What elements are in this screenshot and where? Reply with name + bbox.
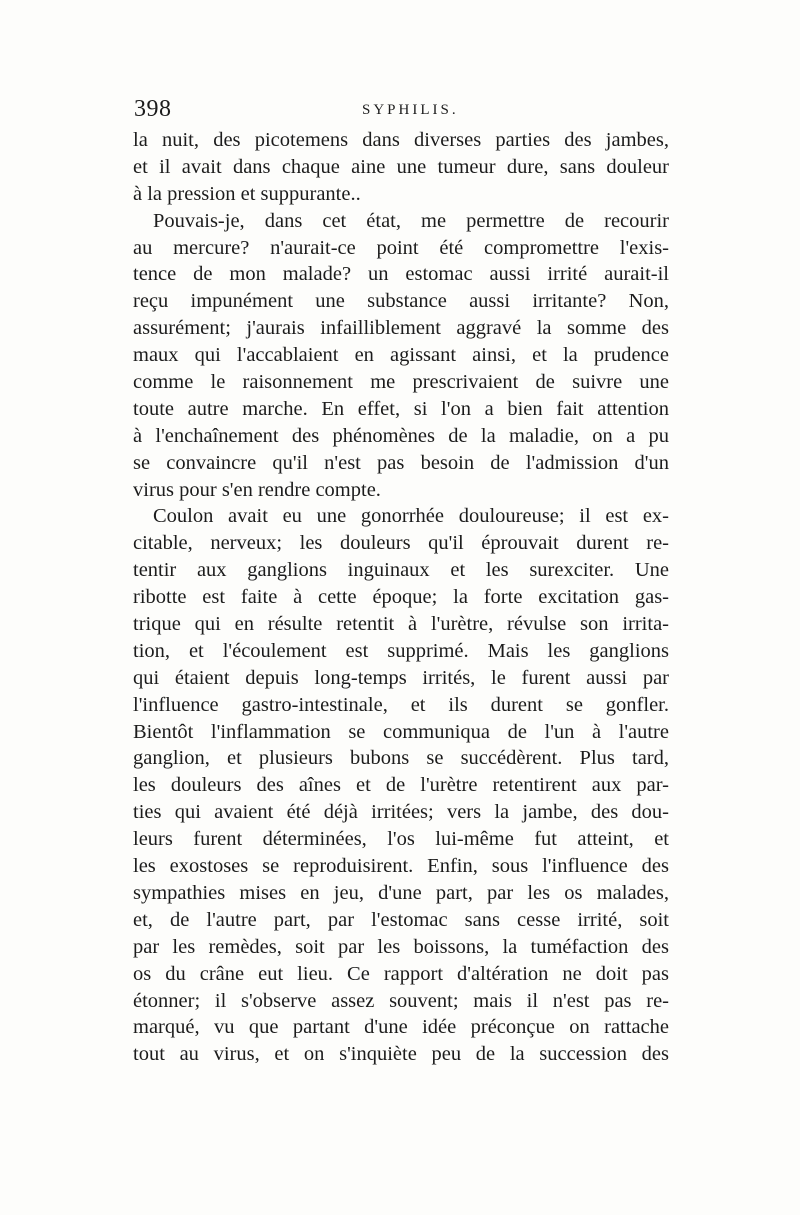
text-line: se convaincre qu'il n'est pas besoin de l'admission d'un (133, 451, 669, 474)
text-line: au mercure? n'aurait-ce point été compromettre l'exis- (133, 236, 669, 259)
paragraph-first-line: Pouvais-je, dans cet état, me permettre de recourir (153, 209, 669, 232)
page-number: 398 (134, 96, 172, 122)
text-line: ganglion, et plusieurs bubons se succédèrent. Plus tard, (133, 747, 669, 770)
text-line: tion, et l'écoulement est supprimé. Mais les ganglions (133, 639, 669, 662)
text-line: toute autre marche. En effet, si l'on a bien fait attention (133, 397, 669, 420)
text-line: et, de l'autre part, par l'estomac sans cesse irrité, soit (133, 908, 669, 931)
text-line: ribotte est faite à cette époque; la forte excitation gas- (133, 586, 669, 609)
text-line: virus pour s'en rendre compte. (133, 478, 381, 501)
text-line: os du crâne eut lieu. Ce rapport d'altération ne doit pas (133, 962, 669, 985)
running-head (134, 96, 668, 126)
text-line: par les remèdes, soit par les boissons, la tuméfaction des (133, 935, 669, 958)
text-line: Bientôt l'inflammation se communiqua de l'un à l'autre (133, 720, 669, 743)
text-line: la nuit, des picotemens dans diverses parties des jambes, (133, 129, 669, 151)
text-line: ties qui avaient été déjà irritées; vers la jambe, des dou- (133, 801, 669, 824)
text-line: les douleurs des aînes et de l'urètre retentirent aux par- (133, 774, 669, 797)
text-line: reçu impunément une substance aussi irritante? Non, (133, 290, 669, 313)
text-line: assurément; j'aurais infailliblement aggravé la somme des (133, 317, 669, 340)
text-line: étonner; il s'observe assez souvent; mais il n'est pas re- (133, 989, 669, 1012)
text-line: tentir aux ganglions inguinaux et les surexciter. Une (133, 559, 669, 582)
paragraph-first-line: Coulon avait eu une gonorrhée douloureuse; il est ex- (153, 505, 669, 528)
running-title: SYPHILIS. (362, 102, 459, 118)
text-line: marqué, vu que partant d'une idée préconçue on rattache (133, 1016, 669, 1039)
text-line: tence de mon malade? un estomac aussi irrité aurait-il (133, 263, 669, 286)
text-line: qui étaient depuis long-temps irrités, le furent aussi par (133, 666, 669, 689)
text-line: tout au virus, et on s'inquiète peu de la succession des (133, 1043, 669, 1066)
body-text (133, 127, 669, 1068)
text-line: comme le raisonnement me prescrivaient de suivre une (133, 371, 669, 394)
text-line: l'influence gastro-intestinale, et ils durent se gonfler. (133, 693, 669, 716)
text-line: les exostoses se reproduisirent. Enfin, sous l'influence des (133, 855, 669, 878)
text-line: citable, nerveux; les douleurs qu'il éprouvait durent re- (133, 532, 669, 555)
text-line: et il avait dans chaque aine une tumeur dure, sans douleur (133, 155, 669, 178)
text-line: trique qui en résulte retentit à l'urètre, révulse son irrita- (133, 613, 669, 636)
text-line: maux qui l'accablaient en agissant ainsi, et la prudence (133, 344, 669, 367)
text-line: sympathies mises en jeu, d'une part, par les os malades, (133, 881, 669, 904)
text-line: à l'enchaînement des phénomènes de la maladie, on a pu (133, 424, 669, 447)
text-line: leurs furent déterminées, l'os lui-même fut atteint, et (133, 828, 669, 851)
text-line: à la pression et suppurante.. (133, 182, 361, 205)
